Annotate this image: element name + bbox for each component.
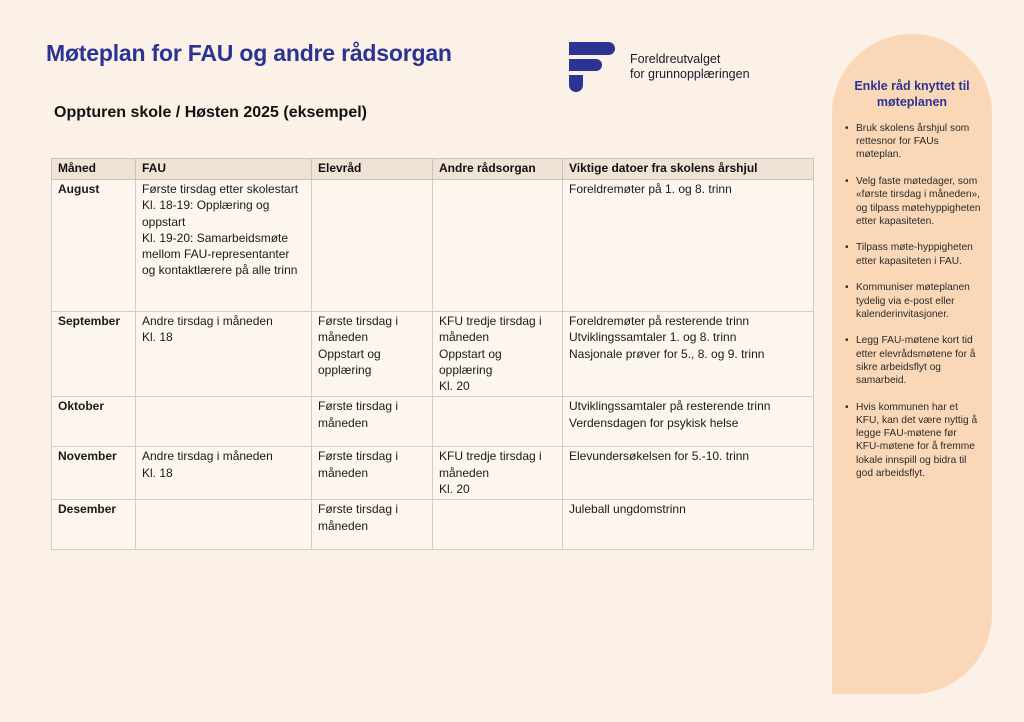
fau-cell-line: Kl. 18-19: Opplæring og oppstart xyxy=(142,198,270,229)
sidebar-title xyxy=(832,78,992,110)
elevrad-cell-line: Første tirsdag i måneden xyxy=(318,399,399,430)
datoer-cell xyxy=(563,180,814,312)
datoer-cell xyxy=(563,447,814,500)
datoer-cell xyxy=(563,500,814,550)
fau-cell-line: Kl. 19-20: Samarbeidsmøte mellom FAU-representanter og kontaktlærere på alle trinn xyxy=(142,230,298,278)
table-row xyxy=(52,180,814,312)
elevrad-cell xyxy=(312,312,433,397)
fau-cell xyxy=(136,500,312,550)
org-name-line2: for grunnopplæringen xyxy=(630,67,750,81)
datoer-cell-line: Juleball ungdomstrinn xyxy=(569,502,686,517)
datoer-cell xyxy=(563,397,814,447)
elevrad-cell-line: Oppstart og opplæring xyxy=(318,346,381,377)
tips-list xyxy=(842,122,982,493)
elevrad-cell xyxy=(312,397,433,447)
tip-item: • Legg FAU-møtene kort tid etter elevrådsmøtene for å sikre arbeidsflyt og samarbeid. xyxy=(842,334,982,387)
andre-cell xyxy=(433,447,563,500)
andre-cell-line: KFU tredje tirsdag i måneden xyxy=(439,314,542,345)
tips-sidebar xyxy=(832,34,992,694)
andre-cell-line: Oppstart og opplæring xyxy=(439,346,502,377)
datoer-cell-line: Foreldremøter på resterende trinn xyxy=(569,314,750,328)
fau-cell xyxy=(136,447,312,500)
table-header-row xyxy=(52,159,814,180)
page-title: Møteplan for FAU og andre rådsorgan xyxy=(46,40,452,66)
column-header-andre: Andre rådsorgan xyxy=(433,159,563,180)
datoer-cell-line: Foreldremøter på 1. og 8. trinn xyxy=(569,182,732,196)
meeting-plan-table xyxy=(51,158,814,550)
table-row xyxy=(52,397,814,447)
month-cell: September xyxy=(52,312,136,397)
datoer-cell-line: Elevundersøkelsen for 5.-10. trinn xyxy=(569,449,750,464)
datoer-cell-line: Verdensdagen for psykisk helse xyxy=(569,415,739,430)
fau-cell xyxy=(136,180,312,312)
fug-logo-icon xyxy=(569,42,615,92)
fau-cell-line: Andre tirsdag i måneden xyxy=(142,449,273,464)
tip-item: • Bruk skolens årshjul som rettesnor for FAUs møteplan. xyxy=(842,122,982,162)
subtitle: Oppturen skole / Høsten 2025 (eksempel) xyxy=(54,104,367,121)
month-cell: November xyxy=(52,447,136,500)
andre-cell xyxy=(433,180,563,312)
fau-cell-line: Første tirsdag etter skolestart xyxy=(142,182,299,196)
andre-cell xyxy=(433,500,563,550)
elevrad-cell xyxy=(312,500,433,550)
column-header-elevrad: Elevråd xyxy=(312,159,433,180)
elevrad-cell xyxy=(312,447,433,500)
andre-cell xyxy=(433,397,563,447)
datoer-cell-line: Utviklingssamtaler på resterende trinn xyxy=(569,399,771,414)
column-header-datoer: Viktige datoer fra skolens årshjul xyxy=(563,159,814,180)
andre-cell-line: Kl. 20 xyxy=(439,482,470,497)
tip-item: • Tilpass møte-hyppigheten etter kapasiteten i FAU. xyxy=(842,241,982,267)
table-row xyxy=(52,447,814,500)
table-row xyxy=(52,312,814,397)
fau-cell-line: Andre tirsdag i måneden xyxy=(142,314,273,328)
month-cell: Oktober xyxy=(52,397,136,447)
month-cell: August xyxy=(52,180,136,312)
datoer-cell-line: Utviklingssamtaler 1. og 8. trinn xyxy=(569,330,737,345)
tip-item: • Hvis kommunen har et KFU, kan det være nyttig å legge FAU-møtene før KFU-møtene for å fremme lokale innspill og bidra til god arbeidsflyt. xyxy=(842,401,982,480)
org-name xyxy=(630,52,750,82)
org-name-line1: Foreldreutvalget xyxy=(630,52,721,66)
andre-cell-line: KFU tredje tirsdag i måneden xyxy=(439,449,542,480)
fau-cell-line: Kl. 18 xyxy=(142,330,173,345)
sidebar-title-text: Enkle råd knyttet til møteplanen xyxy=(854,79,970,109)
datoer-cell xyxy=(563,312,814,397)
tip-item: • Velg faste møtedager, som «første tirsdag i måneden», og tilpass møtehyppigheten etter kapasiteten. xyxy=(842,175,982,228)
elevrad-cell-line: Første tirsdag i måneden xyxy=(318,449,399,480)
fau-cell xyxy=(136,397,312,447)
tip-item: • Kommuniser møteplanen tydelig via e-post eller kalenderinvitasjoner. xyxy=(842,281,982,321)
column-header-month: Måned xyxy=(52,159,136,180)
fau-cell xyxy=(136,312,312,397)
column-header-fau: FAU xyxy=(136,159,312,180)
andre-cell-line: Kl. 20 xyxy=(439,379,470,394)
month-cell: Desember xyxy=(52,500,136,550)
datoer-cell-line: Nasjonale prøver for 5., 8. og 9. trinn xyxy=(569,346,765,361)
elevrad-cell-line: Første tirsdag i måneden xyxy=(318,314,399,345)
fau-cell-line: Kl. 18 xyxy=(142,465,173,480)
table-row xyxy=(52,500,814,550)
elevrad-cell-line: Første tirsdag i måneden xyxy=(318,502,399,533)
andre-cell xyxy=(433,312,563,397)
elevrad-cell xyxy=(312,180,433,312)
